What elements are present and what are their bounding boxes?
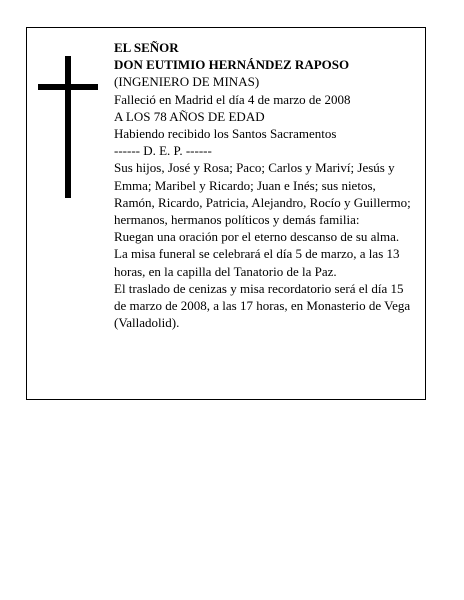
latin-cross-icon <box>38 56 98 198</box>
cross-horizontal-bar <box>38 84 98 90</box>
heading-title: EL SEÑOR <box>114 40 179 55</box>
rip-line: ------ D. E. P. ------ <box>114 143 212 159</box>
prayer-line: Ruegan una oración por el eterno descanso de su alma. <box>114 229 400 245</box>
profession: (INGENIERO DE MINAS) <box>114 74 260 90</box>
deceased-name: DON EUTIMIO HERNÁNDEZ RAPOSO <box>114 57 350 73</box>
sacraments-line: Habiendo recibido los Santos Sacramentos <box>114 126 337 142</box>
cross-vertical-bar <box>65 56 71 198</box>
age-line: A LOS 78 AÑOS DE EDAD <box>114 108 265 124</box>
family-paragraph: Sus hijos, José y Rosa; Paco; Carlos y Mariví; Jesús y Emma; Maribel y Ricardo; Juan e Inés; sus nietos, Ramón, Ricardo, Patricia, Alejandro, Rocío y Guillermo; hermanos, hermanos políticos y demás familia: <box>114 160 411 228</box>
obituary-text <box>114 39 414 331</box>
funeral-paragraph: La misa funeral se celebrará el día 5 de marzo, a las 13 horas, en la capilla del Tanatorio de la Paz. <box>114 246 400 279</box>
obituary-notice <box>26 27 426 400</box>
death-date-line: Falleció en Madrid el día 4 de marzo de 2008 <box>114 91 351 107</box>
transfer-paragraph: El traslado de cenizas y misa recordatorio será el día 15 de marzo de 2008, a las 17 horas, en Monasterio de Vega (Valladolid). <box>114 280 411 331</box>
